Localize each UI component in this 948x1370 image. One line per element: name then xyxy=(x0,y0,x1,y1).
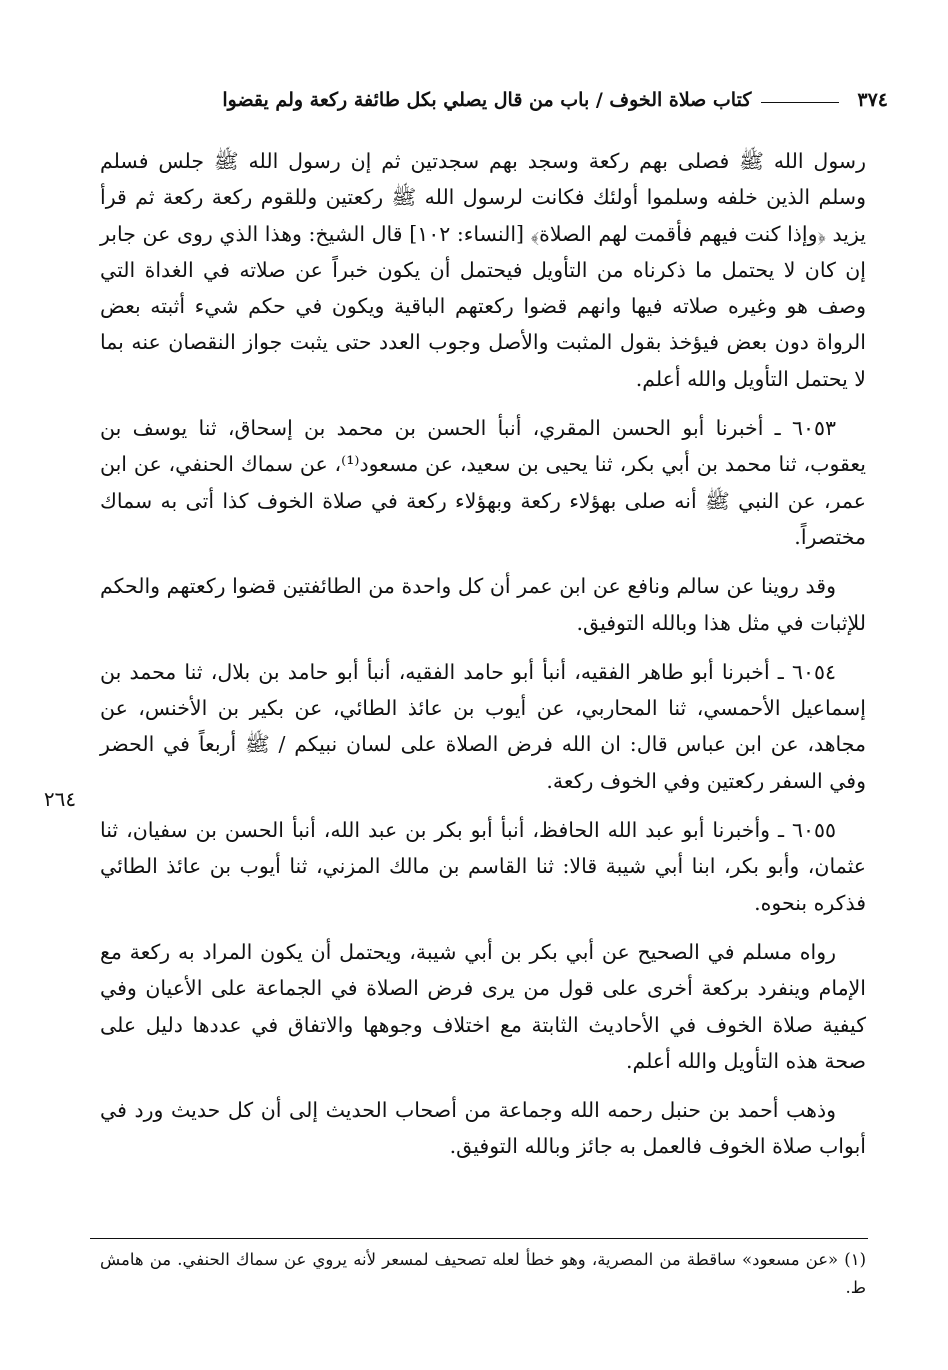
hadith-6055: ٦٠٥٥ ـ وأخبرنا أبو عبد الله الحافظ، أنبأ أبو بكر بن عبد الله، أنبأ الحسن بن سفيان، ثنا عثمان، وأبو بكر، ابنا أبي شيبة قالا: ثنا القاسم بن مالك المزني، ثنا أيوب بن عائذ الطائي فذكره بنحوه. xyxy=(100,818,866,915)
footnote: (١) «عن مسعود» ساقطة من المصرية، وهو خطأ لعله تصحيف لمسعر لأنه يروي عن سماك الحنفي. من هامش ط. xyxy=(100,1250,866,1297)
paragraph: وقد روينا عن سالم ونافع عن ابن عمر أن كل واحدة من الطائفتين قضوا ركعتهم والحكم للإثبات في مثل هذا وبالله التوفيق. xyxy=(100,574,866,635)
hadith-6053: ٦٠٥٣ ـ أخبرنا أبو الحسن المقري، أنبأ الحسن بن محمد بن إسحاق، ثنا يوسف بن يعقوب، ثنا محمد بن أبي بكر، ثنا يحيى بن سعيد، عن مسعود⁽¹⁾، عن سماك الحنفي، عن ابن عمر، عن النبي ﷺ أنه صلى بهؤلاء ركعة وبهؤلاء ركعة في صلاة الخوف كذا أتى به سماك مختصراً. xyxy=(100,416,867,549)
footnote-divider xyxy=(90,1238,868,1239)
running-title: كتاب صلاة الخوف / باب من قال يصلي بكل طائفة ركعة ولم يقضوا xyxy=(222,89,752,111)
paragraph: رواه مسلم في الصحيح عن أبي بكر بن أبي شيبة، ويحتمل أن يكون المراد به ركعة مع الإمام وينفرد بركعة أخرى على قول من يرى فرض الصلاة في الجماعة على الأعيان وفي كيفية صلاة الخوف في الأحاديث الثابتة مع اختلاف وجوهها والاتفاق في عددها دليل على صحة هذه التأويل والله أعلم. xyxy=(100,939,866,1073)
paragraph: رسول الله ﷺ فصلى بهم ركعة وسجد بهم سجدتين ثم إن رسول الله ﷺ جلس فسلم وسلم الذين خلفه وسلموا أولئك فكانت لرسول الله ﷺ ركعتين وللقوم ركعة ركعة ثم قرأ يزيد ﴿وإذا كنت فيهم فأقمت لهم الصلاة﴾ [النساء: ١٠٢] قال الشيخ: وهذا الذي روى عن جابر إن كان لا يحتمل ما ذكرناه من التأويل فيحتمل أن يكون خبراً عن صلاته في الغداة التي وصف هو وغيره صلاته فيها وانهم قضوا ركعتهم الباقية ويكون في حكم شيء أثبته بعض الرواة دون بعض فيؤخذ بقول المثبت والأصل وجوب العدد حتى يثبت جواز النقصان عنه بما لا يحتمل التأويل والله أعلم. xyxy=(100,149,866,391)
page-number: ٣٧٤ xyxy=(857,89,888,111)
running-header xyxy=(80,80,888,120)
paragraph: وذهب أحمد بن حنبل رحمه الله وجماعة من أصحاب الحديث إلى أن كل حديث ورد في أبواب صلاة الخوف فالعمل به جائز وبالله التوفيق. xyxy=(100,1098,866,1159)
header-rule xyxy=(761,102,839,103)
main-text xyxy=(100,143,866,1178)
margin-page-reference: ٢٦٤ xyxy=(43,787,77,811)
hadith-6054: ٦٠٥٤ ـ أخبرنا أبو طاهر الفقيه، أنبأ أبو حامد الفقيه، أنبأ أبو حامد بن بلال، ثنا محمد بن إسماعيل الأحمسي، ثنا المحاربي، عن أيوب بن عائذ الطائي، عن بكير بن الأخنس، عن مجاهد، عن ابن عباس قال: ان الله فرض الصلاة على لسان نبيكم / ﷺ أربعاً في الحضر وفي السفر ركعتين وفي الخوف ركعة. xyxy=(100,659,866,793)
